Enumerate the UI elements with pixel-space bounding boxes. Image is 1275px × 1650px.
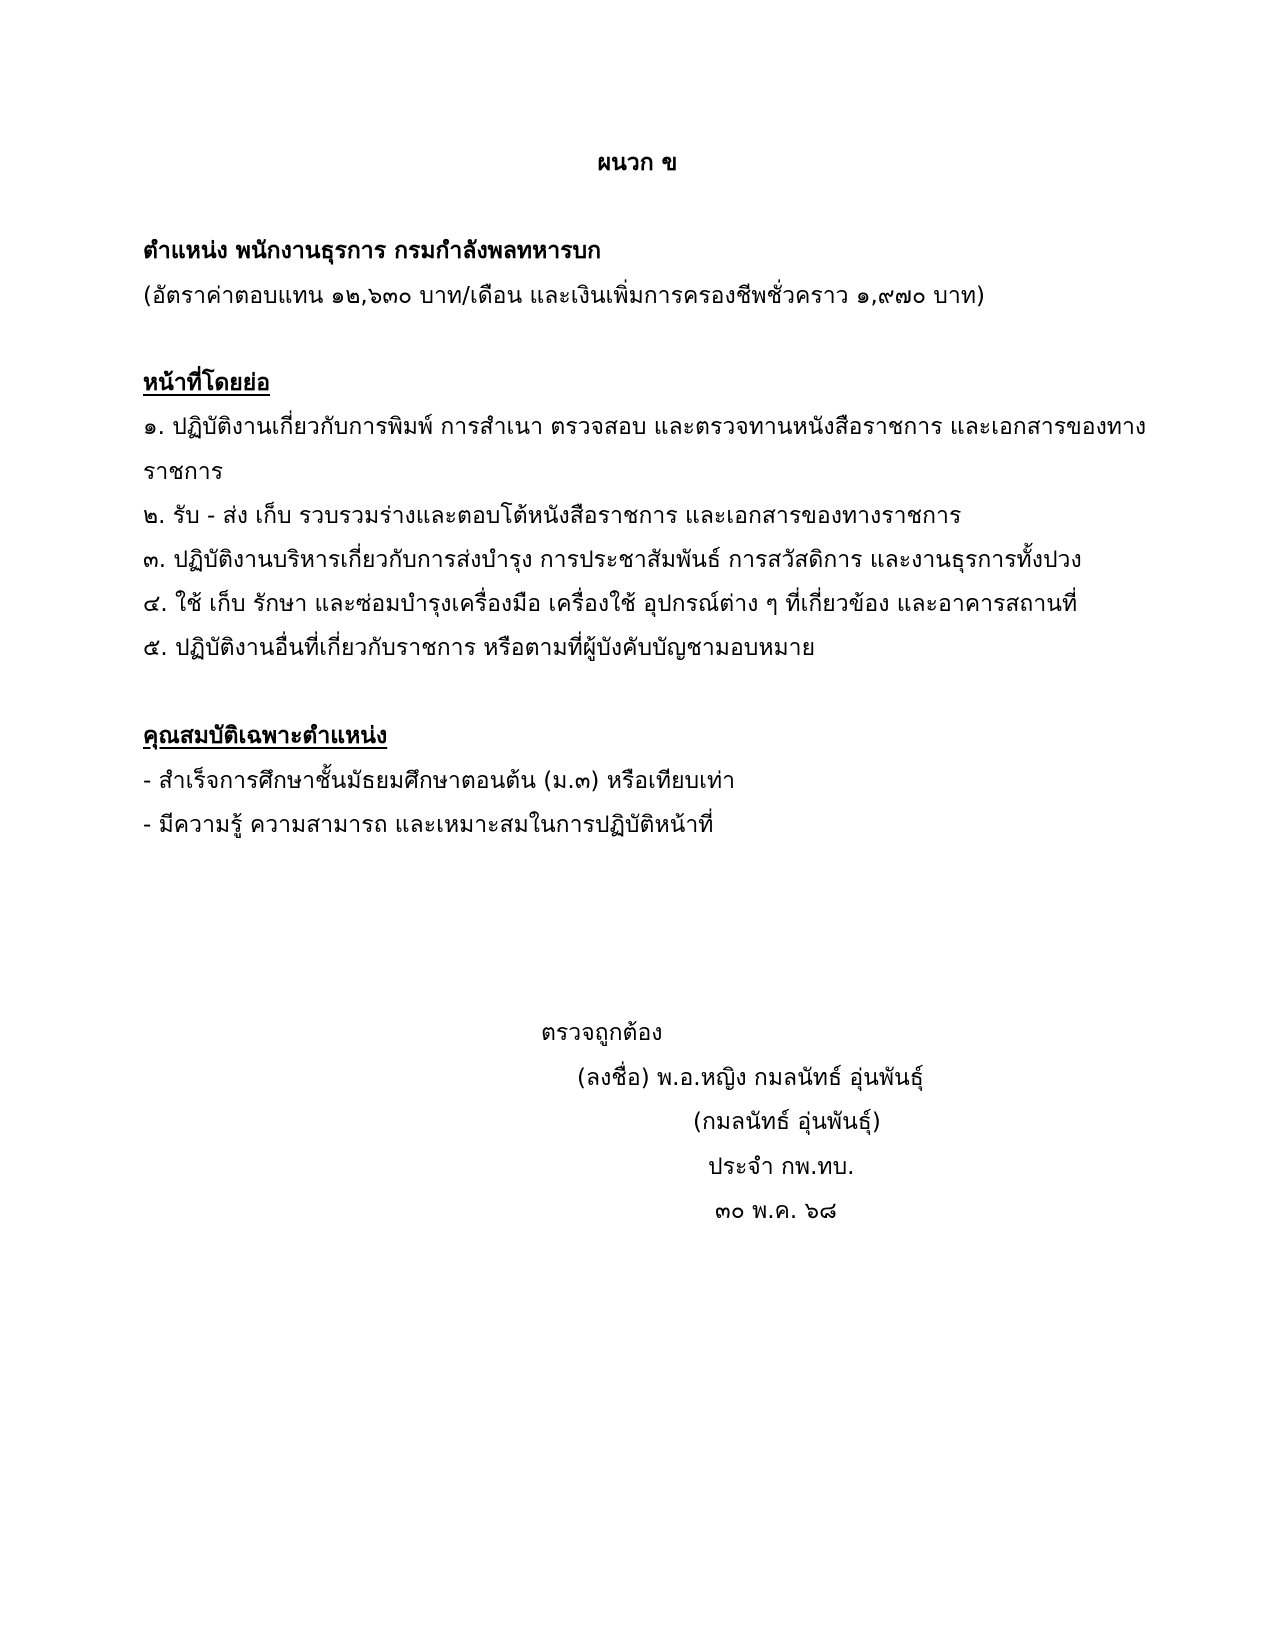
signature-line: (ลงชื่อ) พ.อ.หญิง กมลนัทธ์ อุ่นพันธุ์	[577, 1065, 924, 1091]
qualification-item: - สำเร็จการศึกษาชั้นมัธยมศึกษาตอนต้น (ม.๓) หรือเทียบเท่า	[143, 768, 736, 794]
position-pay: (อัตราค่าตอบแทน ๑๒,๖๓๐ บาท/เดือน และเงินเพิ่มการครองชีพชั่วคราว ๑,๙๗๐ บาท)	[143, 283, 985, 309]
duty-item: ๕. ปฏิบัติงานอื่นที่เกี่ยวกับราชการ หรือตามที่ผู้บังคับบัญชามอบหมาย	[143, 635, 816, 661]
annex-title: ผนวก ข	[597, 150, 678, 176]
signature-date: ๓๐ พ.ค. ๖๘	[715, 1198, 837, 1224]
duties-heading: หน้าที่โดยย่อ	[143, 370, 271, 396]
duty-item: ๒. รับ - ส่ง เก็บ รวบรวมร่างและตอบโต้หนังสือราชการ และเอกสารของทางราชการ	[143, 503, 962, 529]
position-title: ตำแหน่ง พนักงานธุรการ กรมกำลังพลทหารบก	[143, 238, 602, 264]
duty-item: ๑. ปฏิบัติงานเกี่ยวกับการพิมพ์ การสำเนา ตรวจสอบ และตรวจทานหนังสือราชการ และเอกสารของทาง	[143, 414, 1147, 440]
certified-label: ตรวจถูกต้อง	[541, 1020, 663, 1046]
duty-item: ราชการ	[143, 459, 224, 485]
signer-name: (กมลนัทธ์ อุ่นพันธุ์)	[693, 1109, 881, 1135]
signer-office: ประจำ กพ.ทบ.	[708, 1154, 855, 1180]
duty-item: ๓. ปฏิบัติงานบริหารเกี่ยวกับการส่งบำรุง การประชาสัมพันธ์ การสวัสดิการ และงานธุรการทั้งปวง	[143, 547, 1082, 573]
qualification-item: - มีความรู้ ความสามารถ และเหมาะสมในการปฏิบัติหน้าที่	[143, 812, 714, 838]
qualifications-heading: คุณสมบัติเฉพาะตำแหน่ง	[143, 723, 388, 749]
duty-item: ๔. ใช้ เก็บ รักษา และซ่อมบำรุงเครื่องมือ เครื่องใช้ อุปกรณ์ต่าง ๆ ที่เกี่ยวข้อง และอาคารสถานที่	[143, 591, 1078, 617]
